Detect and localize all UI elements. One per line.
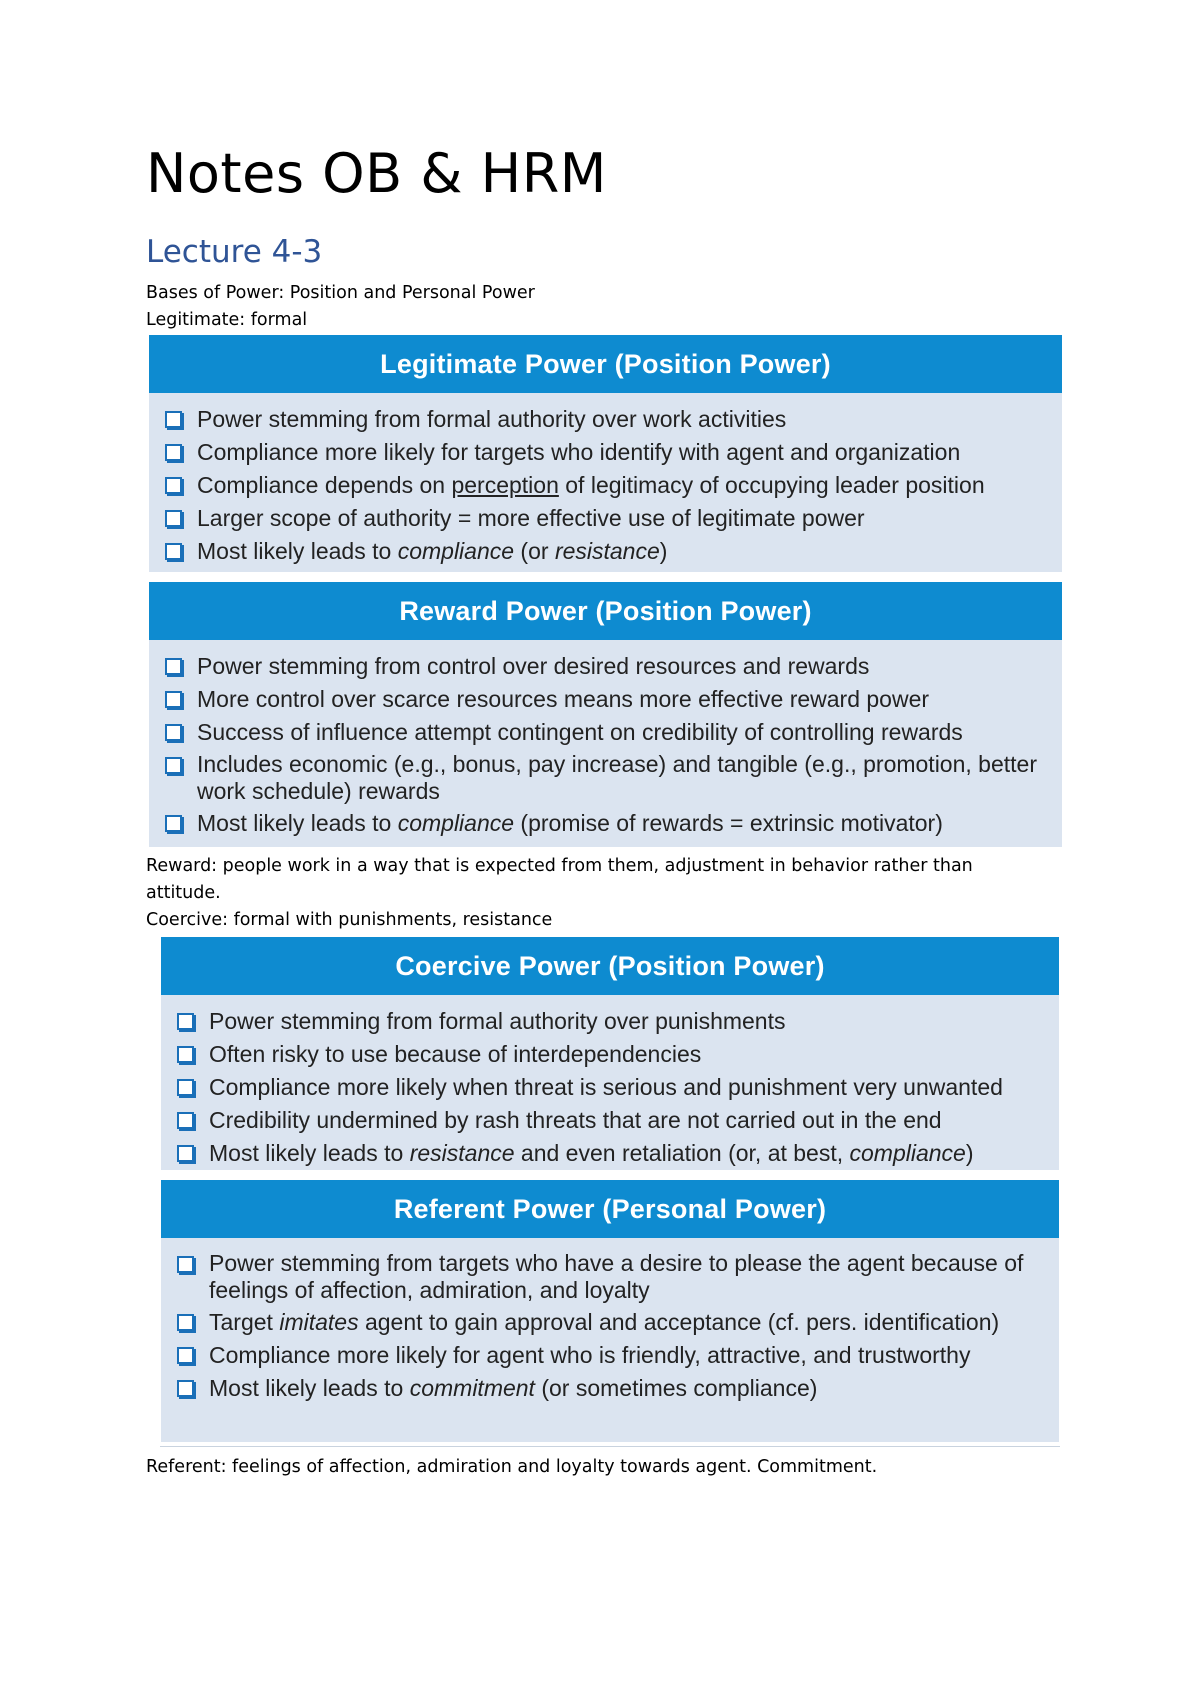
list-item: Power stemming from targets who have a desire to please the agent because of feelings of affection, admiration, and loyalty — [177, 1250, 1039, 1304]
checkbox-bullet-icon — [177, 1013, 194, 1030]
checkbox-bullet-icon — [165, 477, 182, 494]
reward-note: Reward: people work in a way that is expected from them, adjustment in behavior rather than attitude. — [146, 856, 973, 903]
referent-power-box — [161, 1180, 1059, 1442]
reward-power-list — [149, 640, 1062, 838]
list-item: Compliance more likely when threat is serious and punishment very unwanted — [177, 1073, 1039, 1102]
list-item: Most likely leads to commitment (or sometimes compliance) — [177, 1374, 1039, 1403]
list-item: Success of influence attempt contingent on credibility of controlling rewards — [165, 718, 1042, 747]
checkbox-bullet-icon — [165, 724, 182, 741]
coercive-power-list — [161, 995, 1059, 1168]
list-item: Power stemming from formal authority over work activities — [165, 405, 1042, 434]
checkbox-bullet-icon — [165, 444, 182, 461]
list-item: Most likely leads to compliance (promise of rewards = extrinsic motivator) — [165, 809, 1042, 838]
checkbox-bullet-icon — [165, 757, 182, 774]
list-item: Most likely leads to resistance and even retaliation (or, at best, compliance) — [177, 1139, 1039, 1168]
legitimate-power-box — [149, 335, 1062, 572]
reward-power-header: Reward Power (Position Power) — [149, 582, 1062, 640]
list-item: Includes economic (e.g., bonus, pay increase) and tangible (e.g., promotion, better work schedule) rewards — [165, 751, 1042, 805]
list-item: Compliance more likely for targets who identify with agent and organization — [165, 438, 1042, 467]
checkbox-bullet-icon — [177, 1079, 194, 1096]
list-item: Most likely leads to compliance (or resistance) — [165, 537, 1042, 566]
checkbox-bullet-icon — [165, 658, 182, 675]
list-item: Compliance more likely for agent who is friendly, attractive, and trustworthy — [177, 1341, 1039, 1370]
referent-power-list — [161, 1238, 1059, 1403]
checkbox-bullet-icon — [177, 1145, 194, 1162]
checkbox-bullet-icon — [165, 543, 182, 560]
legitimate-note: Legitimate: formal — [146, 310, 308, 330]
lecture-heading: Lecture 4-3 — [146, 234, 323, 270]
checkbox-bullet-icon — [177, 1112, 194, 1129]
checkbox-bullet-icon — [165, 815, 182, 832]
checkbox-bullet-icon — [165, 510, 182, 527]
legitimate-power-header: Legitimate Power (Position Power) — [149, 335, 1062, 393]
checkbox-bullet-icon — [165, 411, 182, 428]
checkbox-bullet-icon — [177, 1314, 194, 1331]
checkbox-bullet-icon — [165, 691, 182, 708]
checkbox-bullet-icon — [177, 1347, 194, 1364]
referent-power-header: Referent Power (Personal Power) — [161, 1180, 1059, 1238]
list-item: Compliance depends on perception of legitimacy of occupying leader position — [165, 471, 1042, 500]
list-item: Power stemming from formal authority over punishments — [177, 1007, 1039, 1036]
checkbox-bullet-icon — [177, 1380, 194, 1397]
referent-note: Referent: feelings of affection, admiration and loyalty towards agent. Commitment. — [146, 1457, 878, 1477]
legitimate-power-list — [149, 393, 1062, 566]
checkbox-bullet-icon — [177, 1256, 194, 1273]
coercive-power-header: Coercive Power (Position Power) — [161, 937, 1059, 995]
list-item: Power stemming from control over desired resources and rewards — [165, 652, 1042, 681]
document-title: Notes OB & HRM — [146, 142, 607, 205]
coercive-note: Coercive: formal with punishments, resistance — [146, 910, 553, 930]
checkbox-bullet-icon — [177, 1046, 194, 1063]
list-item: Often risky to use because of interdependencies — [177, 1040, 1039, 1069]
list-item: Target imitates agent to gain approval and acceptance (cf. pers. identification) — [177, 1308, 1039, 1337]
coercive-power-box — [161, 937, 1059, 1170]
list-item: Credibility undermined by rash threats that are not carried out in the end — [177, 1106, 1039, 1135]
list-item: Larger scope of authority = more effective use of legitimate power — [165, 504, 1042, 533]
list-item: More control over scarce resources means more effective reward power — [165, 685, 1042, 714]
subtitle-text: Bases of Power: Position and Personal Power — [146, 283, 535, 303]
divider — [160, 1446, 1060, 1447]
reward-power-box — [149, 582, 1062, 847]
